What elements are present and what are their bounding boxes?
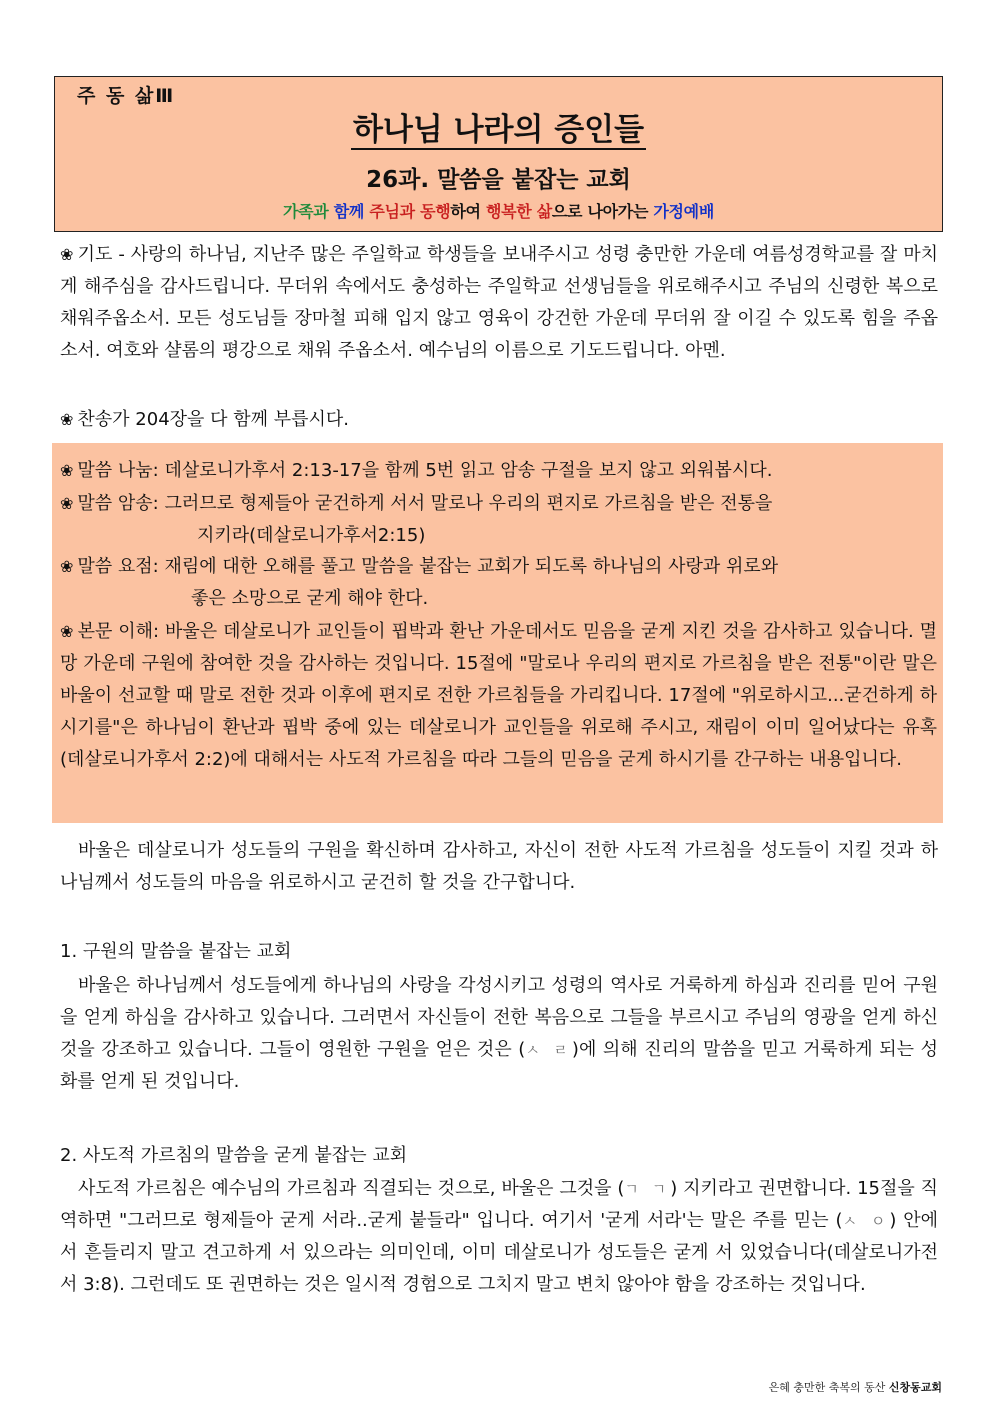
intro-paragraph: 바울은 데살로니가 성도들의 구원을 확신하며 감사하고, 자신이 전한 사도적 가르침을 성도들이 지킬 것과 하나님께서 성도들의 마음을 위로하시고 굳건히 할 것을 간구합니다. (60, 840, 938, 893)
memory-text-cont: 지키라(데살로니가후서2:15) (197, 525, 426, 546)
section2-text: ) 안에서 흔들리지 말고 견고하게 서 있으라는 의미인데, 이미 데살로니가 성도들은 굳게 서 있었습니다(데살로니가전서 3:8). 그런데도 또 권면하는 것은 일시적 경험으로 그치지 말고 변치 않아야 함을 강조하는 것입니다. (60, 1210, 938, 1295)
flower-bullet-icon: ❀ (60, 494, 74, 513)
motto-part: 함께 (333, 202, 370, 221)
page-title-text: 하나님 나라의 증인들 (352, 112, 645, 148)
understanding-text: 본문 이해: 바울은 데살로니가 교인들이 핍박과 환난 가운데서도 믿음을 굳게 지킨 것을 감사하고 있습니다. 멸망 가운데 구원에 참여한 것을 감사하는 것입니다. 15절에 "말로나 우리의 편지로 가르침을 받은 전통"이란 말은 바울이 선교할 때 말로 전한 것과 이후에 편지로 전한 가르침들을 가리킵니다. 17절에 "위로하시고...굳건하게 하시기를"은 하나님이 환난과 핍박 중에 있는 데살로니가 교인들을 위로해 주시고, 재림이 이미 일어났다는 유혹(데살로니가후서 2:2)에 대해서는 사도적 가르침을 따라 그들의 믿음을 굳게 하시기를 간구하는 내용입니다. (60, 621, 938, 770)
prayer-text: 기도 - 사랑의 하나님, 지난주 많은 주일학교 학생들을 보내주시고 성령 충만한 가운데 여름성경학교를 잘 마치게 해주심을 감사드립니다. 무더위 속에서도 충성하는 주일학교 선생님들을 위로해주시고 주님의 신령한 복으로 채워주옵소서. 모든 성도님들 장마철 피해 입지 않고 영육이 강건한 가운데 무더위 잘 이길 수 있도록 힘을 주옵소서. 여호와 샬롬의 평강으로 채워 주옵소서. 예수님의 이름으로 기도드립니다. 아멘. (60, 244, 939, 361)
motto-part: 행복한 삶 (485, 202, 552, 221)
point-text: 재림에 대한 오해를 풀고 말씀을 붙잡는 교회가 되도록 하나님의 사랑과 위로와 (164, 556, 779, 577)
point-label: 말씀 요점: (77, 556, 159, 577)
section1-text: 바울은 하나님께서 성도들에게 하나님의 사랑을 각성시키고 성령의 역사로 거룩하게 하심과 진리를 믿어 구원을 얻게 하심을 감사하고 있습니다. 그러면서 자신들이 전한 복음으로 그들을 부르시고 주님의 영광을 얻게 하신 것을 강조하고 있습니다. 그들이 영원한 구원을 얻은 것은 ( (60, 975, 938, 1060)
motto-part: 가정예배 (653, 202, 714, 221)
scripture-box (52, 443, 943, 823)
motto-part: 동행 (420, 202, 451, 221)
memory-label: 말씀 암송: (77, 493, 159, 514)
motto-part: 하여 (450, 202, 486, 221)
point-text-cont: 좋은 소망으로 굳게 해야 한다. (191, 588, 429, 609)
motto-part: 으로 나아가는 (551, 202, 654, 221)
scripture-understanding (60, 616, 937, 776)
flower-bullet-icon: ❀ (60, 622, 74, 641)
footer-text: 은혜 충만한 축복의 동산 (768, 1381, 886, 1394)
section2-heading: 2. 사도적 가르침의 말씀을 굳게 붙잡는 교회 (60, 1145, 408, 1166)
section1-text: )에 의해 진리의 말씀을 믿고 거룩하게 되는 성화를 얻게 된 것입니다. (60, 1039, 938, 1092)
header-box (54, 76, 943, 232)
scripture-sharing (60, 455, 937, 487)
prayer-paragraph (60, 239, 938, 367)
fill-blank-hint: ㄱ ㄱ (624, 1180, 671, 1198)
section2-text: ) 지키라고 권면합니다. 15절을 직역하면 "그러므로 형제들아 굳게 서라..굳게 붙들라" 입니다. 여기서 '굳게 서라'는 말은 주를 믿는 ( (60, 1178, 938, 1231)
motto (55, 201, 942, 223)
hymn-line (60, 404, 938, 436)
section1-body (60, 970, 938, 1098)
flower-bullet-icon: ❀ (60, 410, 74, 429)
scripture-point (60, 551, 937, 615)
section1-heading: 1. 구원의 말씀을 붙잡는 교회 (60, 941, 292, 962)
footer (769, 1381, 942, 1395)
section2-body (60, 1173, 938, 1301)
memory-text: 그러므로 형제들아 굳건하게 서서 말로나 우리의 편지로 가르침을 받은 전통을 (164, 493, 773, 514)
flower-bullet-icon: ❀ (60, 557, 74, 576)
motto-part: 가족과 (282, 202, 334, 221)
page-title (55, 110, 942, 150)
motto-part: 주님과 (369, 202, 421, 221)
flower-bullet-icon: ❀ (60, 461, 74, 480)
sharing-text: 말씀 나눔: 데살로니가후서 2:13-17을 함께 5번 읽고 암송 구절을 보지 않고 외워봅시다. (77, 460, 773, 481)
series-label: 주 동 삶Ⅲ (77, 85, 176, 107)
hymn-text: 찬송가 204장을 다 함께 부릅시다. (77, 409, 350, 430)
scripture-memory (60, 488, 937, 552)
fill-blank-hint: ㅅ ㄹ (525, 1041, 572, 1059)
lesson-title: 26과. 말씀을 붙잡는 교회 (366, 167, 631, 193)
footer-church: 신창동교회 (888, 1381, 942, 1394)
flower-bullet-icon: ❀ (60, 245, 74, 264)
section2-text: 사도적 가르침은 예수님의 가르침과 직결되는 것으로, 바울은 그것을 ( (78, 1178, 625, 1199)
fill-blank-hint: ㅅ ㅇ (842, 1212, 890, 1230)
